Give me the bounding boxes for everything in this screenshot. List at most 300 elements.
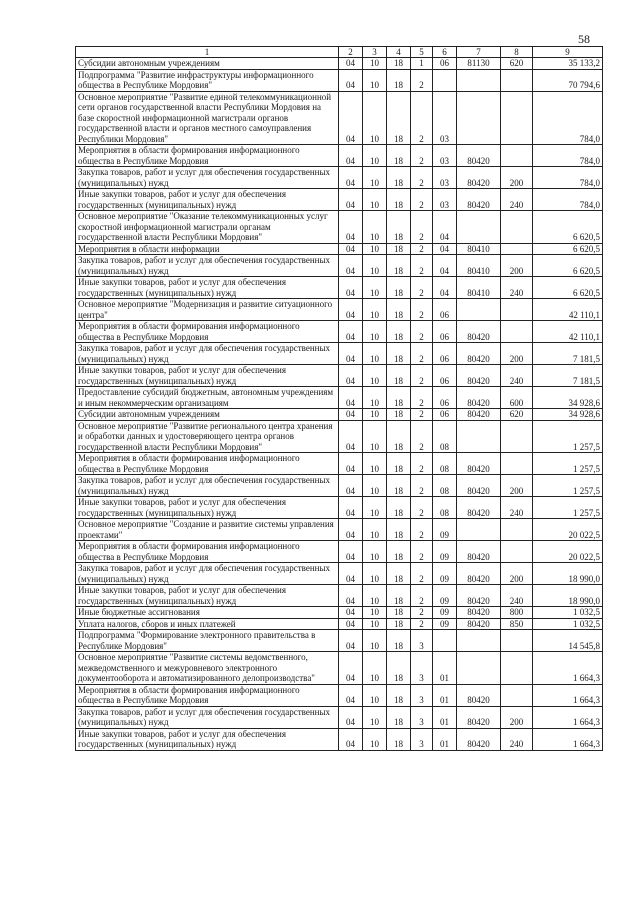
row-code-6: 08 xyxy=(433,475,457,497)
row-name: Мероприятия в области формирования информационного общества в Республике Мордовия xyxy=(76,145,339,167)
row-code-2: 04 xyxy=(339,585,363,607)
row-amount: 1 257,5 xyxy=(533,475,603,497)
row-code-8 xyxy=(501,420,533,453)
row-code-8 xyxy=(501,519,533,541)
row-code-4: 18 xyxy=(387,541,411,563)
row-amount: 7 181,5 xyxy=(533,365,603,387)
table-row xyxy=(76,91,603,145)
table-row xyxy=(76,69,603,91)
row-code-6: 08 xyxy=(433,420,457,453)
row-code-8 xyxy=(501,684,533,706)
table-row xyxy=(76,145,603,167)
row-name: Субсидии автономным учреждениям xyxy=(76,409,339,421)
row-code-7: 80420 xyxy=(457,343,501,365)
row-amount: 70 794,6 xyxy=(533,69,603,91)
row-name: Закупка товаров, работ и услуг для обеспечения государственных (муниципальных) нужд xyxy=(76,706,339,728)
row-code-5: 2 xyxy=(411,343,433,365)
header-col-9: 9 xyxy=(533,47,603,58)
row-name: Закупка товаров, работ и услуг для обеспечения государственных (муниципальных) нужд xyxy=(76,167,339,189)
row-code-5: 3 xyxy=(411,728,433,750)
row-code-8: 240 xyxy=(501,728,533,750)
row-code-3: 10 xyxy=(363,652,387,685)
header-col-7: 7 xyxy=(457,47,501,58)
row-code-8 xyxy=(501,69,533,91)
row-code-2: 04 xyxy=(339,618,363,630)
budget-table xyxy=(75,46,603,751)
table-row xyxy=(76,277,603,299)
row-code-8 xyxy=(501,211,533,244)
row-code-2: 04 xyxy=(339,475,363,497)
row-code-8: 600 xyxy=(501,387,533,409)
row-code-3: 10 xyxy=(363,607,387,619)
table-row xyxy=(76,563,603,585)
row-code-2: 04 xyxy=(339,420,363,453)
row-code-4: 18 xyxy=(387,211,411,244)
row-code-2: 04 xyxy=(339,243,363,255)
row-code-3: 10 xyxy=(363,145,387,167)
row-code-7: 80420 xyxy=(457,475,501,497)
row-code-7: 80420 xyxy=(457,321,501,343)
row-code-3: 10 xyxy=(363,475,387,497)
row-code-8: 620 xyxy=(501,409,533,421)
row-code-8: 200 xyxy=(501,475,533,497)
row-code-2: 04 xyxy=(339,91,363,145)
row-code-5: 1 xyxy=(411,58,433,70)
row-code-6: 09 xyxy=(433,541,457,563)
row-name: Подпрограмма "Формирование электронного правительства в Республике Мордовия" xyxy=(76,630,339,652)
row-code-4: 18 xyxy=(387,409,411,421)
row-code-7: 80410 xyxy=(457,277,501,299)
row-code-5: 2 xyxy=(411,420,433,453)
row-code-3: 10 xyxy=(363,541,387,563)
row-amount: 6 620,5 xyxy=(533,211,603,244)
row-name: Мероприятия в области формирования информационного общества в Республике Мордовия xyxy=(76,541,339,563)
row-code-6: 06 xyxy=(433,343,457,365)
table-row xyxy=(76,58,603,70)
row-code-2: 04 xyxy=(339,684,363,706)
table-row xyxy=(76,684,603,706)
row-name: Иные закупки товаров, работ и услуг для обеспечения государственных (муниципальных) нужд xyxy=(76,728,339,750)
row-amount: 6 620,5 xyxy=(533,243,603,255)
row-code-7: 80420 xyxy=(457,409,501,421)
row-code-6: 06 xyxy=(433,409,457,421)
header-col-8: 8 xyxy=(501,47,533,58)
header-col-1: 1 xyxy=(76,47,339,58)
row-code-4: 18 xyxy=(387,277,411,299)
row-code-2: 04 xyxy=(339,321,363,343)
row-code-7: 80420 xyxy=(457,189,501,211)
row-code-3: 10 xyxy=(363,58,387,70)
row-code-2: 04 xyxy=(339,541,363,563)
row-amount: 1 257,5 xyxy=(533,420,603,453)
row-amount: 14 545,8 xyxy=(533,630,603,652)
row-code-2: 04 xyxy=(339,706,363,728)
row-amount: 1 032,5 xyxy=(533,607,603,619)
table-row xyxy=(76,728,603,750)
row-amount: 784,0 xyxy=(533,91,603,145)
table-row xyxy=(76,420,603,453)
row-code-6: 09 xyxy=(433,607,457,619)
header-col-2: 2 xyxy=(339,47,363,58)
table-row xyxy=(76,255,603,277)
row-code-4: 18 xyxy=(387,365,411,387)
row-code-4: 18 xyxy=(387,706,411,728)
row-amount: 1 257,5 xyxy=(533,453,603,475)
row-code-8 xyxy=(501,243,533,255)
row-code-4: 18 xyxy=(387,728,411,750)
row-code-5: 3 xyxy=(411,652,433,685)
row-name: Мероприятия в области формирования информационного общества в Республике Мордовия xyxy=(76,453,339,475)
header-col-3: 3 xyxy=(363,47,387,58)
row-code-8: 240 xyxy=(501,365,533,387)
row-code-4: 18 xyxy=(387,145,411,167)
row-code-4: 18 xyxy=(387,607,411,619)
row-code-8: 240 xyxy=(501,189,533,211)
row-code-2: 04 xyxy=(339,630,363,652)
row-code-7: 80420 xyxy=(457,365,501,387)
row-code-4: 18 xyxy=(387,58,411,70)
table-row xyxy=(76,453,603,475)
row-code-7: 80410 xyxy=(457,243,501,255)
row-code-4: 18 xyxy=(387,453,411,475)
row-amount: 34 928,6 xyxy=(533,387,603,409)
row-code-2: 04 xyxy=(339,58,363,70)
row-name: Основное мероприятие "Развитие регионального центра хранения и обработки данных и удостоверяющего центра органов государственной власти Республики Мордовия" xyxy=(76,420,339,453)
row-code-7 xyxy=(457,211,501,244)
row-code-5: 2 xyxy=(411,563,433,585)
row-code-2: 04 xyxy=(339,607,363,619)
row-amount: 18 990,0 xyxy=(533,563,603,585)
row-code-6: 09 xyxy=(433,618,457,630)
row-code-3: 10 xyxy=(363,497,387,519)
row-name: Иные закупки товаров, работ и услуг для обеспечения государственных (муниципальных) нужд xyxy=(76,365,339,387)
row-code-4: 18 xyxy=(387,321,411,343)
row-code-6: 06 xyxy=(433,387,457,409)
row-code-7 xyxy=(457,420,501,453)
table-row xyxy=(76,618,603,630)
row-code-8: 620 xyxy=(501,58,533,70)
row-code-2: 04 xyxy=(339,453,363,475)
table-row xyxy=(76,211,603,244)
table-row xyxy=(76,497,603,519)
row-amount: 34 928,6 xyxy=(533,409,603,421)
row-name: Субсидии автономным учреждениям xyxy=(76,58,339,70)
row-code-6: 09 xyxy=(433,519,457,541)
row-code-2: 04 xyxy=(339,409,363,421)
row-code-5: 2 xyxy=(411,243,433,255)
row-code-3: 10 xyxy=(363,519,387,541)
row-code-6: 09 xyxy=(433,563,457,585)
row-amount: 1 664,3 xyxy=(533,728,603,750)
row-amount: 784,0 xyxy=(533,145,603,167)
row-code-6: 06 xyxy=(433,321,457,343)
row-code-3: 10 xyxy=(363,299,387,321)
row-code-8: 200 xyxy=(501,343,533,365)
row-code-2: 04 xyxy=(339,563,363,585)
row-code-6: 04 xyxy=(433,277,457,299)
row-code-3: 10 xyxy=(363,387,387,409)
row-amount: 42 110,1 xyxy=(533,321,603,343)
row-code-4: 18 xyxy=(387,299,411,321)
row-name: Закупка товаров, работ и услуг для обеспечения государственных (муниципальных) нужд xyxy=(76,343,339,365)
row-name: Подпрограмма "Развитие инфраструктуры информационного общества в Республике Мордовия" xyxy=(76,69,339,91)
row-name: Основное мероприятие "Развитие системы ведомственного, межведомственного и межуровневого электронного документооборота и автоматизированного делопроизводства" xyxy=(76,652,339,685)
row-code-3: 10 xyxy=(363,453,387,475)
row-code-5: 2 xyxy=(411,453,433,475)
row-code-7: 80420 xyxy=(457,607,501,619)
row-amount: 784,0 xyxy=(533,167,603,189)
row-code-8: 800 xyxy=(501,607,533,619)
row-code-5: 2 xyxy=(411,387,433,409)
row-code-6: 06 xyxy=(433,365,457,387)
row-code-4: 18 xyxy=(387,563,411,585)
row-amount: 42 110,1 xyxy=(533,299,603,321)
row-code-4: 18 xyxy=(387,618,411,630)
row-code-4: 18 xyxy=(387,475,411,497)
row-code-4: 18 xyxy=(387,585,411,607)
row-code-4: 18 xyxy=(387,343,411,365)
row-amount: 6 620,5 xyxy=(533,255,603,277)
row-amount: 1 257,5 xyxy=(533,497,603,519)
row-code-2: 04 xyxy=(339,497,363,519)
row-code-5: 2 xyxy=(411,618,433,630)
row-code-7: 80420 xyxy=(457,563,501,585)
row-code-3: 10 xyxy=(363,243,387,255)
row-amount: 35 133,2 xyxy=(533,58,603,70)
row-code-2: 04 xyxy=(339,189,363,211)
row-code-5: 2 xyxy=(411,167,433,189)
row-code-7: 80420 xyxy=(457,387,501,409)
row-name: Иные закупки товаров, работ и услуг для обеспечения государственных (муниципальных) нужд xyxy=(76,277,339,299)
row-code-6: 08 xyxy=(433,453,457,475)
row-code-4: 18 xyxy=(387,255,411,277)
row-code-2: 04 xyxy=(339,167,363,189)
row-code-7: 80420 xyxy=(457,728,501,750)
row-code-3: 10 xyxy=(363,343,387,365)
row-code-5: 2 xyxy=(411,607,433,619)
row-code-3: 10 xyxy=(363,255,387,277)
row-code-4: 18 xyxy=(387,630,411,652)
row-code-8: 240 xyxy=(501,585,533,607)
row-code-5: 2 xyxy=(411,189,433,211)
row-code-6 xyxy=(433,630,457,652)
row-amount: 1 664,3 xyxy=(533,706,603,728)
row-name: Закупка товаров, работ и услуг для обеспечения государственных (муниципальных) нужд xyxy=(76,563,339,585)
row-code-7: 81130 xyxy=(457,58,501,70)
row-code-8: 200 xyxy=(501,563,533,585)
row-code-6: 08 xyxy=(433,497,457,519)
row-code-6 xyxy=(433,69,457,91)
row-code-5: 2 xyxy=(411,145,433,167)
table-row xyxy=(76,189,603,211)
row-amount: 784,0 xyxy=(533,189,603,211)
table-row xyxy=(76,607,603,619)
row-code-7: 80420 xyxy=(457,453,501,475)
row-code-2: 04 xyxy=(339,145,363,167)
row-code-4: 18 xyxy=(387,497,411,519)
row-code-8: 200 xyxy=(501,167,533,189)
table-row xyxy=(76,541,603,563)
header-col-6: 6 xyxy=(433,47,457,58)
table-row xyxy=(76,343,603,365)
row-name: Предоставление субсидий бюджетным, автономным учреждениям и иным некоммерческим организациям xyxy=(76,387,339,409)
table-row xyxy=(76,321,603,343)
row-code-5: 2 xyxy=(411,497,433,519)
row-code-2: 04 xyxy=(339,255,363,277)
row-code-8 xyxy=(501,630,533,652)
row-code-2: 04 xyxy=(339,277,363,299)
page-number: 58 xyxy=(578,32,590,46)
row-code-3: 10 xyxy=(363,69,387,91)
row-code-6: 04 xyxy=(433,243,457,255)
row-code-6: 01 xyxy=(433,652,457,685)
row-code-8 xyxy=(501,652,533,685)
row-code-3: 10 xyxy=(363,365,387,387)
row-code-6: 03 xyxy=(433,91,457,145)
row-code-3: 10 xyxy=(363,728,387,750)
row-code-6: 03 xyxy=(433,167,457,189)
row-code-7 xyxy=(457,299,501,321)
row-amount: 18 990,0 xyxy=(533,585,603,607)
row-name: Мероприятия в области формирования информационного общества в Республике Мордовия xyxy=(76,321,339,343)
row-amount: 1 032,5 xyxy=(533,618,603,630)
row-code-8 xyxy=(501,145,533,167)
row-code-4: 18 xyxy=(387,189,411,211)
row-code-6: 03 xyxy=(433,189,457,211)
row-code-6: 01 xyxy=(433,728,457,750)
row-code-7: 80420 xyxy=(457,618,501,630)
table-row xyxy=(76,585,603,607)
table-row xyxy=(76,365,603,387)
row-code-3: 10 xyxy=(363,189,387,211)
row-code-8 xyxy=(501,91,533,145)
row-code-7: 80420 xyxy=(457,497,501,519)
row-code-4: 18 xyxy=(387,387,411,409)
row-code-3: 10 xyxy=(363,706,387,728)
row-code-6: 06 xyxy=(433,299,457,321)
header-col-5: 5 xyxy=(411,47,433,58)
table-header-row xyxy=(76,47,603,58)
row-code-2: 04 xyxy=(339,69,363,91)
row-code-7 xyxy=(457,69,501,91)
row-code-5: 2 xyxy=(411,255,433,277)
table-row xyxy=(76,409,603,421)
row-code-8: 850 xyxy=(501,618,533,630)
table-row xyxy=(76,706,603,728)
row-name: Уплата налогов, сборов и иных платежей xyxy=(76,618,339,630)
row-code-7: 80420 xyxy=(457,684,501,706)
row-code-7: 80410 xyxy=(457,255,501,277)
row-code-8: 200 xyxy=(501,706,533,728)
row-code-3: 10 xyxy=(363,563,387,585)
table-row xyxy=(76,519,603,541)
row-code-5: 3 xyxy=(411,706,433,728)
row-name: Иные закупки товаров, работ и услуг для обеспечения государственных (муниципальных) нужд xyxy=(76,585,339,607)
table-row xyxy=(76,167,603,189)
row-name: Иные бюджетные ассигнования xyxy=(76,607,339,619)
row-code-7: 80420 xyxy=(457,706,501,728)
row-code-3: 10 xyxy=(363,585,387,607)
row-code-3: 10 xyxy=(363,277,387,299)
row-code-3: 10 xyxy=(363,420,387,453)
row-code-2: 04 xyxy=(339,652,363,685)
row-code-7: 80420 xyxy=(457,585,501,607)
row-name: Иные закупки товаров, работ и услуг для обеспечения государственных (муниципальных) нужд xyxy=(76,189,339,211)
row-code-3: 10 xyxy=(363,630,387,652)
row-amount: 20 022,5 xyxy=(533,541,603,563)
row-code-6: 04 xyxy=(433,211,457,244)
row-amount: 20 022,5 xyxy=(533,519,603,541)
row-code-5: 2 xyxy=(411,475,433,497)
row-code-5: 2 xyxy=(411,299,433,321)
row-code-4: 18 xyxy=(387,167,411,189)
row-code-7: 80420 xyxy=(457,541,501,563)
table-row xyxy=(76,475,603,497)
table-row xyxy=(76,630,603,652)
row-amount: 6 620,5 xyxy=(533,277,603,299)
row-code-5: 2 xyxy=(411,69,433,91)
row-name: Основное мероприятие "Оказание телекоммуникационных услуг скоростной информационной магистрали органам государственной власти Республики Мордовия" xyxy=(76,211,339,244)
row-name: Закупка товаров, работ и услуг для обеспечения государственных (муниципальных) нужд xyxy=(76,255,339,277)
row-code-4: 18 xyxy=(387,69,411,91)
row-code-2: 04 xyxy=(339,728,363,750)
row-code-7 xyxy=(457,91,501,145)
row-code-2: 04 xyxy=(339,365,363,387)
row-code-8: 200 xyxy=(501,255,533,277)
row-code-5: 2 xyxy=(411,277,433,299)
table-body xyxy=(76,58,603,751)
row-code-7 xyxy=(457,630,501,652)
row-code-4: 18 xyxy=(387,652,411,685)
row-code-2: 04 xyxy=(339,211,363,244)
row-code-5: 2 xyxy=(411,519,433,541)
row-name: Основное мероприятие "Создание и развитие системы управления проектами" xyxy=(76,519,339,541)
table-row xyxy=(76,387,603,409)
row-code-8 xyxy=(501,299,533,321)
row-code-2: 04 xyxy=(339,387,363,409)
row-name: Основное мероприятие "Развитие единой телекоммуникационной сети органов государственной власти Республики Мордовия на базе скоростной информационной магистрали органов государственной власти и органов местного самоуправления Республики Мордовия" xyxy=(76,91,339,145)
row-amount: 7 181,5 xyxy=(533,343,603,365)
row-code-7: 80420 xyxy=(457,145,501,167)
row-code-3: 10 xyxy=(363,321,387,343)
row-name: Мероприятия в области информации xyxy=(76,243,339,255)
row-name: Основное мероприятие "Модернизация и развитие ситуационного центра" xyxy=(76,299,339,321)
row-code-5: 2 xyxy=(411,541,433,563)
row-name: Мероприятия в области формирования информационного общества в Республике Мордовия xyxy=(76,684,339,706)
row-name: Иные закупки товаров, работ и услуг для обеспечения государственных (муниципальных) нужд xyxy=(76,497,339,519)
row-code-5: 2 xyxy=(411,409,433,421)
row-code-4: 18 xyxy=(387,684,411,706)
row-code-2: 04 xyxy=(339,299,363,321)
row-code-3: 10 xyxy=(363,167,387,189)
row-code-5: 3 xyxy=(411,630,433,652)
row-code-6: 01 xyxy=(433,684,457,706)
row-code-5: 2 xyxy=(411,321,433,343)
row-code-3: 10 xyxy=(363,684,387,706)
row-code-7 xyxy=(457,652,501,685)
row-code-8: 240 xyxy=(501,497,533,519)
row-code-2: 04 xyxy=(339,343,363,365)
row-amount: 1 664,3 xyxy=(533,684,603,706)
row-code-3: 10 xyxy=(363,91,387,145)
row-code-7: 80420 xyxy=(457,167,501,189)
row-code-8: 240 xyxy=(501,277,533,299)
row-code-4: 18 xyxy=(387,243,411,255)
row-code-5: 2 xyxy=(411,585,433,607)
header-col-4: 4 xyxy=(387,47,411,58)
row-code-5: 3 xyxy=(411,684,433,706)
row-code-4: 18 xyxy=(387,420,411,453)
